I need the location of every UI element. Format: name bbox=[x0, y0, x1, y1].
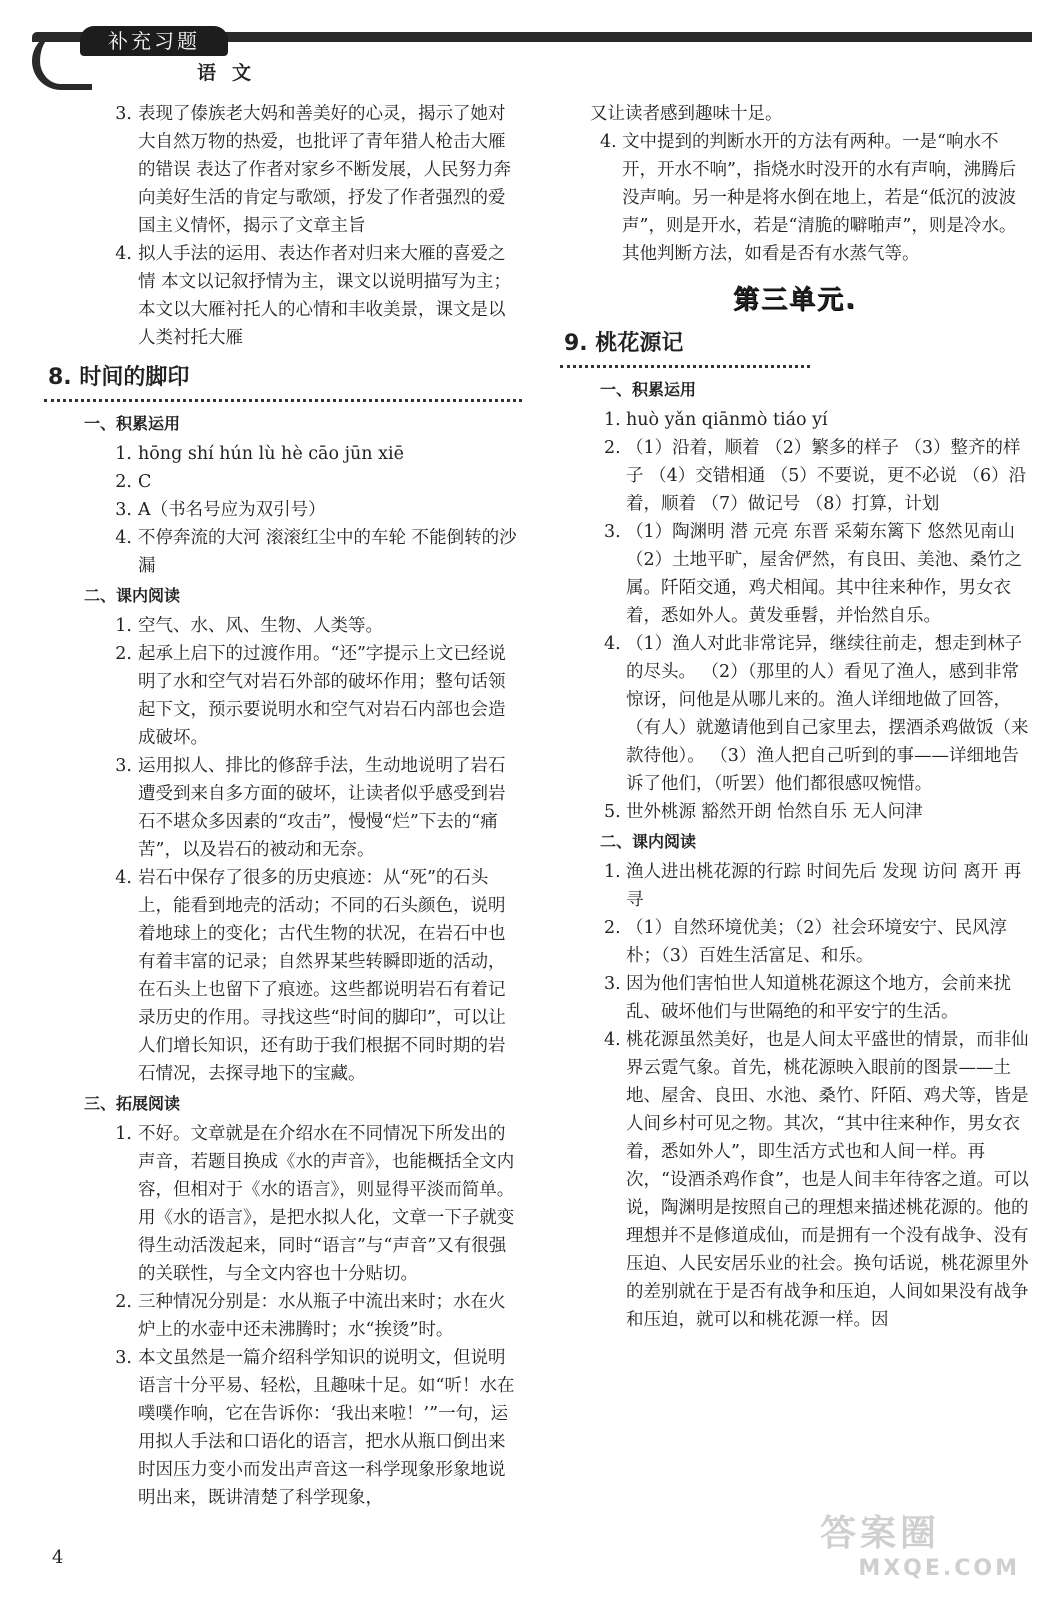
list-item bbox=[560, 858, 1030, 914]
list-item bbox=[560, 798, 1030, 826]
item-text: （1）陶渊明 潜 元亮 东晋 采菊东篱下 悠然见南山 （2）土地平旷，屋舍俨然，有良田、美池、桑竹之属。阡陌交通，鸡犬相闻。其中往来种作，男女衣着，悉如外人。黄发垂髫，并怡然自乐。 bbox=[626, 522, 1023, 626]
item-text: 因为他们害怕世人知道桃花源这个地方，会前来扰乱、破坏他们与世隔绝的和平安宁的生活。 bbox=[626, 974, 1011, 1022]
item-number: 2. bbox=[604, 438, 621, 458]
section-8-title: 8. 时间的脚印 bbox=[48, 365, 190, 390]
list-item bbox=[560, 914, 1030, 970]
item-text: 拟人手法的运用、表达作者对归来大雁的喜爱之情 本文以记叙抒情为主，课文以说明描写为主；本文以大雁衬托人的心情和丰收美景，课文是以人类衬托大雁 bbox=[138, 244, 512, 348]
item-number: 4. bbox=[115, 528, 132, 548]
item-number: 4. bbox=[115, 244, 132, 264]
list-item bbox=[44, 468, 522, 496]
item-text: 渔人进出桃花源的行踪 时间先后 发现 访问 离开 再寻 bbox=[626, 862, 1022, 910]
item-number: 2. bbox=[604, 918, 621, 938]
item-number: 4. bbox=[604, 1030, 621, 1050]
page-number: 4 bbox=[52, 1547, 64, 1568]
item-number: 3. bbox=[115, 1348, 132, 1368]
item-text: 世外桃源 豁然开朗 怡然自乐 无人问津 bbox=[626, 802, 923, 822]
section-divider bbox=[44, 396, 522, 402]
item-number: 1. bbox=[604, 410, 621, 430]
list-item bbox=[560, 406, 1030, 434]
list-item bbox=[560, 970, 1030, 1026]
s8-part2-title: 二、课内阅读 bbox=[84, 586, 181, 605]
page-header bbox=[32, 18, 1032, 90]
item-number: 2. bbox=[115, 644, 132, 664]
list-item bbox=[560, 518, 1030, 630]
item-number: 2. bbox=[115, 472, 132, 492]
item-text: （1）沿着，顺着 （2）繁多的样子 （3）整齐的样子 （4）交错相通 （5）不要说，更不必说 （6）沿着，顺着 （7）做记号 （8）打算，计划 bbox=[626, 438, 1027, 514]
list-item bbox=[44, 1344, 522, 1512]
s8-part3-title: 三、拓展阅读 bbox=[84, 1094, 181, 1113]
item-text: （1）自然环境优美；（2）社会环境安宁、民风淳朴；（3）百姓生活富足、和乐。 bbox=[626, 918, 1008, 966]
s8-part3-list bbox=[44, 1120, 522, 1512]
item-text: 三种情况分别是：水从瓶子中流出来时；水在火炉上的水壶中还未沸腾时；水“挨烫”时。 bbox=[138, 1292, 506, 1340]
watermark-logo: 答案圈 bbox=[820, 1513, 941, 1554]
item-number: 2. bbox=[115, 1292, 132, 1312]
item-number: 3. bbox=[115, 500, 132, 520]
header-subject: 语文 bbox=[197, 62, 268, 84]
list-item bbox=[560, 630, 1030, 798]
unit-title: 第三单元. bbox=[733, 285, 857, 315]
item-text: 桃花源虽然美好，也是人间太平盛世的情景，而非仙界云霓气象。首先，桃花源映入眼前的图景——土地、屋舍、良田、水池、桑竹、阡陌、鸡犬等，皆是人间乡村可见之物。其次，“其中往来种作，男女衣着，悉如外人”，即生活方式也和人间一样。再次，“设酒杀鸡作食”，也是人间丰年待客之道。可以说，陶渊明是按照自己的理想来描述桃花源的。他的理想并不是修道成仙，而是拥有一个没有战争、没有压迫、人民安居乐业的社会。换句话说，桃花源里外的差别就在于是否有战争和压迫，人间如果没有战争和压迫，就可以和桃花源一样。因 bbox=[626, 1030, 1029, 1330]
section-divider bbox=[560, 362, 810, 368]
watermark-url: MXQE.COM bbox=[858, 1556, 1020, 1581]
item-text: 本文虽然是一篇介绍科学知识的说明文，但说明语言十分平易、轻松，且趣味十足。如“听！水在噗噗作响，它在告诉你：‘我出来啦！’”一句，运用拟人手法和口语化的语言，把水从瓶口倒出来时因压力变小而发出声音这一科学现象形象地说明出来，既讲清楚了科学现象， bbox=[138, 1348, 515, 1508]
item-number: 1. bbox=[115, 616, 132, 636]
s9-part2-title: 二、课内阅读 bbox=[600, 832, 697, 851]
item-text: 表现了傣族老大妈和善美好的心灵，揭示了她对大自然万物的热爱，也批评了青年猎人枪击大雁的错误 表达了作者对家乡不断发展，人民努力奔向美好生活的肯定与歌颂，抒发了作者强烈的爱国主义情怀，揭示了文章主旨 bbox=[138, 104, 512, 236]
item-text: huò yǎn qiānmò tiáo yí bbox=[626, 410, 828, 430]
item-number: 4. bbox=[115, 868, 132, 888]
item-number: 4. bbox=[600, 132, 617, 152]
s9-part2-list bbox=[560, 858, 1030, 1334]
item-number: 5. bbox=[604, 802, 621, 822]
item-text: 文中提到的判断水开的方法有两种。一是“响水不开，开水不响”，指烧水时没开的水有声响，沸腾后没声响。另一种是将水倒在地上，若是“低沉的波波声”，则是开水，若是“清脆的噼啪声”，则是冷水。其他判断方法，如看是否有水蒸气等。 bbox=[622, 132, 1017, 264]
list-item bbox=[44, 1288, 522, 1344]
section-9-title: 9. 桃花源记 bbox=[564, 331, 684, 356]
item-text: 不停奔流的大河 滚滚红尘中的车轮 不能倒转的沙漏 bbox=[138, 528, 517, 576]
list-item bbox=[44, 1120, 522, 1288]
item-text: 岩石中保存了很多的历史痕迹：从“死”的石头上，能看到地壳的活动；不同的石头颜色，说明着地球上的变化；古代生物的状况，在岩石中也有着丰富的记录；自然界某些转瞬即逝的活动，在石头上也留下了痕迹。这些都说明岩石有着记录历史的作用。寻找这些“时间的脚印”，可以让人们增长知识，还有助于我们根据不同时期的岩石情况，去探寻地下的宝藏。 bbox=[138, 868, 506, 1084]
s9-part1-title: 一、积累运用 bbox=[600, 380, 697, 399]
item-text: A（书名号应为双引号） bbox=[138, 500, 326, 520]
item-text: 运用拟人、排比的修辞手法，生动地说明了岩石遭受到来自多方面的破坏，让读者似乎感受到岩石不堪众多因素的“攻击”，慢慢“烂”下去的“痛苦”，以及岩石的被动和无奈。 bbox=[138, 756, 506, 860]
item-number: 3. bbox=[115, 756, 132, 776]
list-item bbox=[44, 496, 522, 524]
left-column bbox=[44, 100, 522, 1512]
item-number: 3. bbox=[115, 104, 132, 124]
item-text: C bbox=[138, 472, 152, 492]
item-text: hōng shí hún lù hè cāo jūn xiē bbox=[138, 444, 404, 464]
s9-part1-list bbox=[560, 406, 1030, 826]
list-item bbox=[560, 1026, 1030, 1334]
list-item bbox=[44, 864, 522, 1088]
s8-part1-list bbox=[44, 440, 522, 580]
item-text: 空气、水、风、生物、人类等。 bbox=[138, 616, 383, 636]
list-item bbox=[44, 440, 522, 468]
item-number: 1. bbox=[604, 862, 621, 882]
list-item bbox=[44, 752, 522, 864]
s8-part1-title: 一、积累运用 bbox=[84, 414, 181, 433]
list-item bbox=[44, 640, 522, 752]
item-number: 4. bbox=[604, 634, 621, 654]
item-text: 不好。文章就是在介绍水在不同情况下所发出的声音，若题目换成《水的声音》，也能概括全文内容，但相对于《水的语言》，则显得平淡而简单。用《水的语言》，是把水拟人化，文章一下子就变得生动活泼起来，同时“语言”与“声音”又有很强的关联性，与全文内容也十分贴切。 bbox=[138, 1124, 515, 1284]
continued-text: 又让读者感到趣味十足。 bbox=[590, 104, 783, 124]
list-item bbox=[44, 612, 522, 640]
watermark bbox=[820, 1505, 1030, 1595]
header-tab: 补充习题 bbox=[80, 26, 228, 56]
list-item bbox=[560, 434, 1030, 518]
list-item bbox=[44, 524, 522, 580]
list-item bbox=[44, 240, 522, 352]
s8-part2-list bbox=[44, 612, 522, 1088]
intro-answers bbox=[44, 100, 522, 352]
right-column bbox=[560, 100, 1030, 1334]
item-number: 3. bbox=[604, 974, 621, 994]
list-item bbox=[44, 100, 522, 240]
item-number: 3. bbox=[604, 522, 621, 542]
item-number: 1. bbox=[115, 444, 132, 464]
item-text: 起承上启下的过渡作用。“还”字提示上文已经说明了水和空气对岩石外部的破坏作用；整句话领起下文，预示要说明水和空气对岩石内部也会造成破坏。 bbox=[138, 644, 506, 748]
item-number: 1. bbox=[115, 1124, 132, 1144]
item-text: （1）渔人对此非常诧异，继续往前走，想走到林子的尽头。 （2）（那里的人）看见了渔人，感到非常惊讶，问他是从哪儿来的。渔人详细地做了回答，（有人）就邀请他到自己家里去，摆酒杀鸡做饭（来款待他）。 （3）渔人把自己听到的事——详细地告诉了他们，（听罢）他们都很感叹惋惜。 bbox=[626, 634, 1029, 794]
list-item bbox=[560, 128, 1030, 268]
